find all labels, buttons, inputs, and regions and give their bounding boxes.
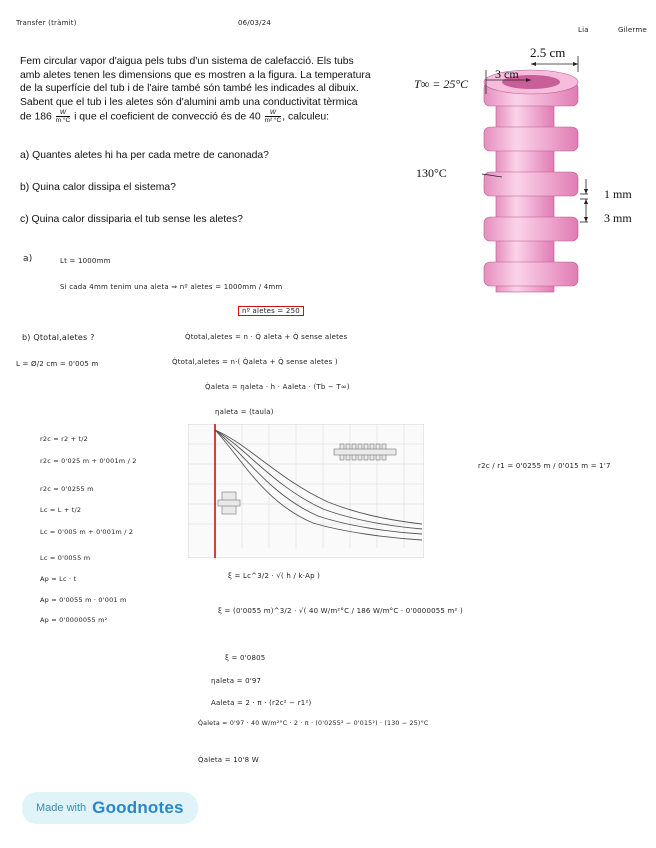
qtotal-eq-1: Q̇total,aletes = n · Q̇ aleta + Q̇ sense aletes [185,333,348,341]
problem-line-1: Fem circular vapor d'aigua pels tubs d'un sistema de calefacció. Els tubs [20,56,354,67]
lc-result: Lc = 0'0055 m [40,554,91,562]
dim-thickness: 1 mm [604,187,632,201]
r2c-substitution: r2c = 0'025 m + 0'001m / 2 [40,457,137,465]
qtotal-eq-2: Q̇total,aletes = n·( Q̇aleta + Q̇ sense aletes ) [172,358,338,366]
pipe-figure [412,42,652,304]
qaleta-result: Q̇aleta = 10'8 W [198,756,259,764]
made-with-goodnotes-badge[interactable] [22,792,198,824]
problem-line-5b: i que el coeficient de convecció és de 40 [74,111,261,123]
radius-line: L = Ø/2 cm = 0'005 m [16,360,99,368]
answer-a-label: a) [23,254,33,264]
problem-line-5c: , calculeu: [282,111,330,123]
header-right-2: Gilerme [618,26,647,34]
eta-line: ηaleta = (taula) [215,408,274,416]
temp-air: T∞ = 25°C [414,77,469,91]
dim-inner: 3 cm [495,67,519,81]
eta-value: ηaleta = 0'97 [211,677,262,685]
h-units: $\frac{W}{\text{m² °C}}$ [264,109,282,125]
problem-line-3: de la superfície del tub i de l'aire també són també les indicades al dibuix. [20,83,359,95]
lc-formula: Lc = L + t/2 [40,506,82,514]
header-right-1: Lia [578,26,589,34]
header-left-note: Transfer (tràmit) [16,19,77,27]
r2c-result: r2c = 0'0255 m [40,485,94,493]
qaleta-formula: Q̇aleta = ηaleta · h · Aaleta · (Tb − T∞) [205,383,350,391]
answer-b-label: b) Qtotal,aletes ? [22,333,95,342]
problem-line-5 [20,109,415,124]
made-with-label: Made with [36,802,87,814]
qaleta-calc: Q̇aleta = 0'97 · 40 W/m²°C · 2 · π · (0'0255² − 0'015²) · (130 − 25)°C [198,720,429,727]
question-c: c) Quina calor dissiparia el tub sense les aletes? [20,214,243,225]
answer-a-length: Lt = 1000mm [60,257,111,265]
ap-substitution: Ap = 0'0055 m · 0'001 m [40,596,127,604]
answer-a-sentence: Si cada 4mm tenim una aleta ⇒ nº aletes = 1000mm / 4mm [60,283,283,291]
xi-substitution: ξ = (0'0055 m)^3/2 · √( 40 W/m²°C / 186 W/m°C · 0'0000055 m² ) [218,607,463,615]
answer-a-result: nº aletes = 250 [238,306,304,316]
fin-efficiency-graph [188,424,424,558]
lc-substitution: Lc = 0'005 m + 0'001m / 2 [40,528,134,536]
dim-gap: 3 mm [604,211,632,225]
efficiency-curves [188,424,424,558]
dim-outer: 2.5 cm [530,45,566,60]
question-b: b) Quina calor dissipa el sistema? [20,182,176,193]
area-formula: Aaleta = 2 · π · (r2c² − r1²) [211,699,312,707]
r2c-formula: r2c = r2 + t/2 [40,435,89,443]
problem-line-2: amb aletes tenen les dimensions que es mostren a la figura. La temperatura [20,69,371,81]
problem-line-4: Sabent que el tub i les aletes són d'alumini amb una conductivitat tèrmica [20,96,358,108]
goodnotes-brand: Goodnotes [92,798,184,817]
ap-formula: Ap = Lc · t [40,575,77,583]
header-date: 06/03/24 [238,19,272,27]
xi-formula: ξ = Lc^3/2 · √( h / k·Ap ) [228,572,321,580]
question-a: a) Quantes aletes hi ha per cada metre de canonada? [20,150,269,161]
k-units: $\frac{W}{m ^\circ C}$ [55,109,71,125]
ap-result: Ap = 0'0000055 m² [40,616,108,624]
xi-result: ξ = 0'0805 [225,654,266,662]
problem-statement [20,55,415,124]
temp-base: 130°C [416,166,447,180]
ratio-calc: r2c / r1 = 0'0255 m / 0'015 m = 1'7 [478,462,611,470]
problem-line-5a: de 186 [20,111,52,123]
